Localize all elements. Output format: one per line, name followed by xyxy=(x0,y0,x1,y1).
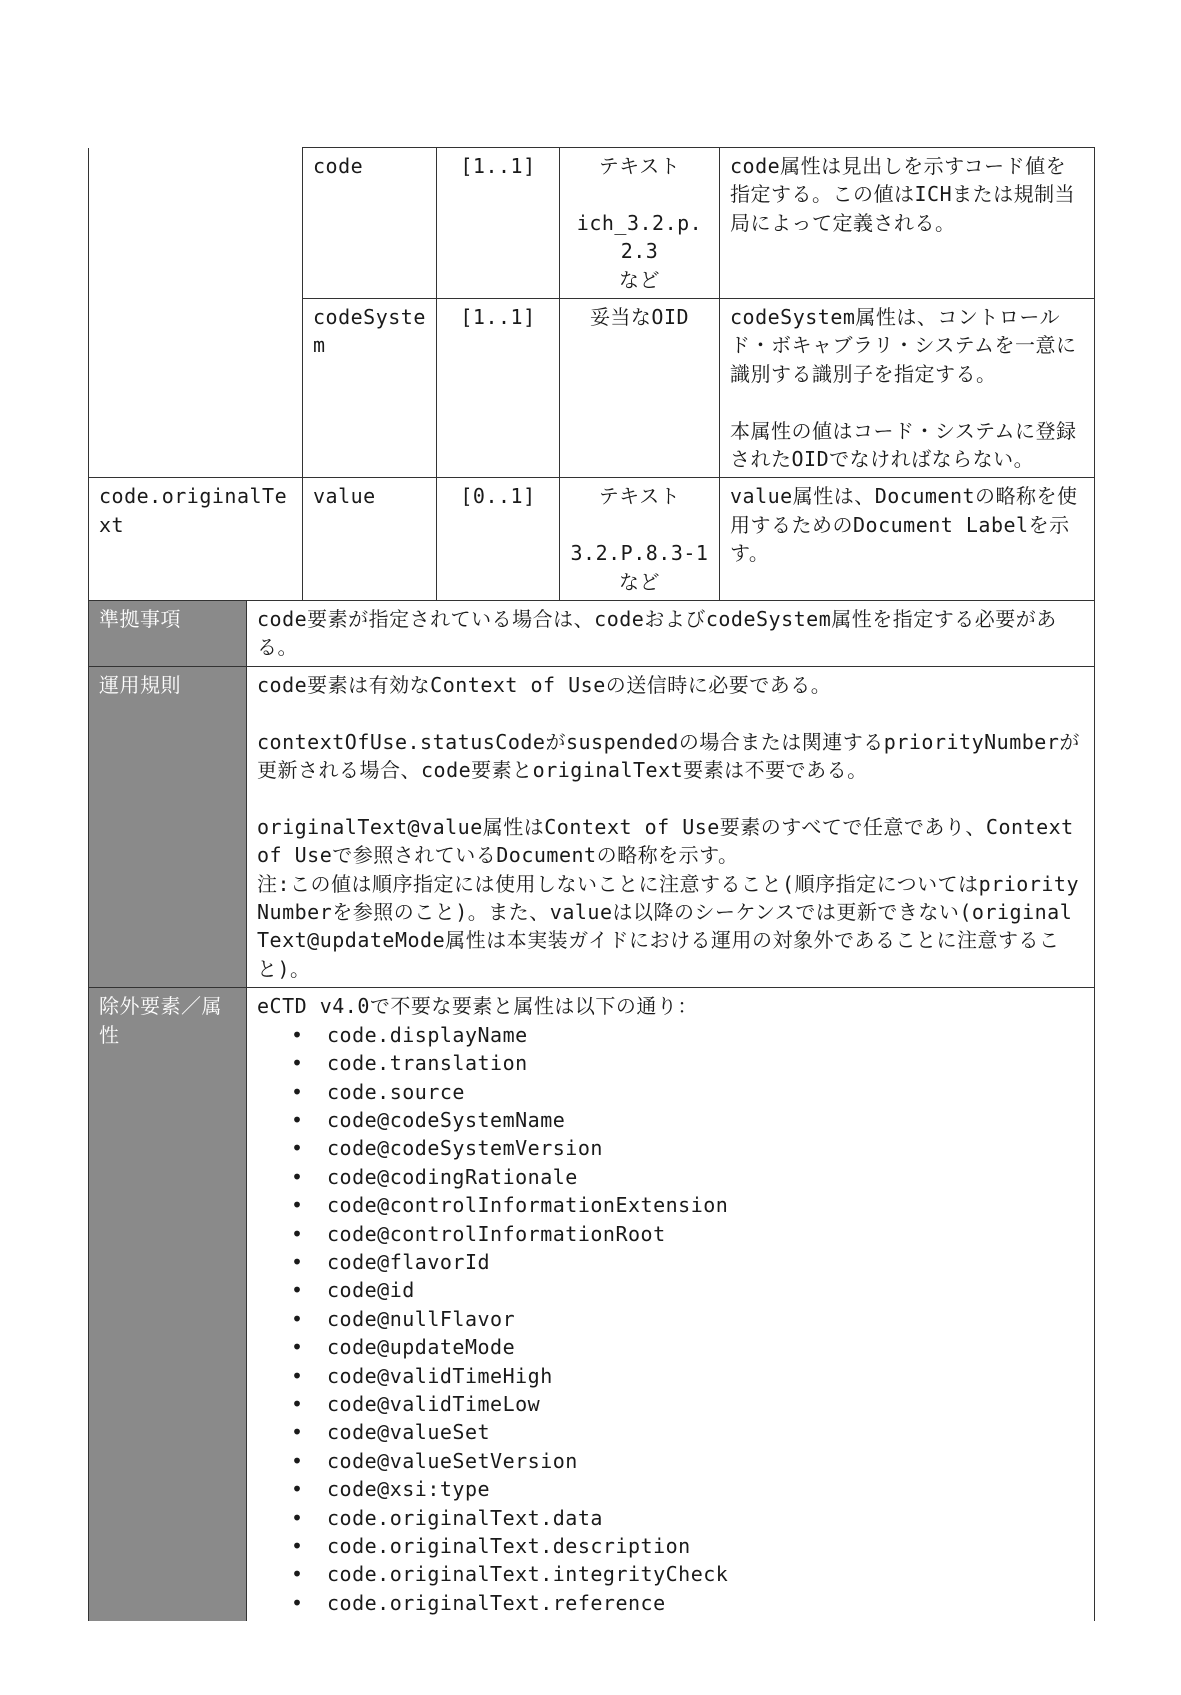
bullet-icon: • xyxy=(291,1448,304,1473)
attribute-name-cell: code xyxy=(303,148,437,299)
bullet-icon: • xyxy=(291,1022,304,1047)
bullet-icon: • xyxy=(291,1107,304,1132)
excluded-item xyxy=(291,1362,1084,1390)
value-cell xyxy=(560,148,720,299)
description-cell xyxy=(720,478,1095,601)
bullet-icon: • xyxy=(291,1363,304,1388)
excluded-item xyxy=(291,1560,1084,1588)
attribute-row xyxy=(89,299,1095,478)
attribute-row xyxy=(89,148,1095,299)
excluded-item xyxy=(291,1276,1084,1304)
excluded-item-text: code@valueSetVersion xyxy=(327,1448,578,1473)
excluded-list xyxy=(257,1021,1084,1618)
excluded-item-text: code@codingRationale xyxy=(327,1164,578,1189)
excluded-item-text: code@validTimeHigh xyxy=(327,1363,553,1388)
element-name-cell xyxy=(89,148,303,299)
bullet-icon: • xyxy=(291,1249,304,1274)
excluded-item xyxy=(291,1418,1084,1446)
spec-document-page xyxy=(88,147,1094,1621)
value-cell xyxy=(560,478,720,601)
description-line: codeSystem属性は、コントロールド・ボキャブラリ・システムを一意に識別する識別子を指定する。 xyxy=(730,305,1077,386)
description-line: value属性は、Documentの略称を使用するためのDocument Labelを示す。 xyxy=(730,484,1078,566)
excluded-item xyxy=(291,1049,1084,1077)
rules-paragraph-3: originalText@value属性はContext of Use要素のすべてで任意であり、Context of Useで参照されているDocumentの略称を示す。 xyxy=(257,814,1074,868)
excluded-item xyxy=(291,1305,1084,1333)
excluded-item xyxy=(291,1532,1084,1560)
description-line: code属性は見出しを示すコード値を指定する。この値はICHまたは規制当局によって定義される。 xyxy=(730,154,1076,235)
excluded-item-text: code.translation xyxy=(327,1051,528,1076)
bullet-icon: • xyxy=(291,1193,304,1218)
value-line: など xyxy=(619,569,660,594)
value-line: など xyxy=(619,267,660,292)
bullet-icon: • xyxy=(291,1136,304,1161)
excluded-row xyxy=(89,988,1095,1621)
value-line: 3.2.P.8.3-1 xyxy=(570,541,709,566)
excluded-item xyxy=(291,1134,1084,1162)
excluded-item-text: code@codeSystemName xyxy=(327,1107,566,1132)
excluded-item-text: code@valueSet xyxy=(327,1420,491,1445)
excluded-item xyxy=(291,1078,1084,1106)
excluded-item xyxy=(291,1021,1084,1049)
excluded-item-text: code.originalText.data xyxy=(327,1505,603,1530)
bullet-icon: • xyxy=(291,1221,304,1246)
excluded-item-text: code@id xyxy=(327,1278,415,1303)
bullet-icon: • xyxy=(291,1477,304,1502)
bullet-icon: • xyxy=(291,1391,304,1416)
excluded-cell xyxy=(247,988,1095,1621)
cardinality-cell: [0..1] xyxy=(437,478,560,601)
excluded-item xyxy=(291,1390,1084,1418)
attribute-name-cell: codeSystem xyxy=(303,299,437,478)
excluded-item-text: code.originalText.integrityCheck xyxy=(327,1562,729,1587)
excluded-item xyxy=(291,1248,1084,1276)
bullet-icon: • xyxy=(291,1505,304,1530)
bullet-icon: • xyxy=(291,1335,304,1360)
excluded-item-text: code@controlInformationRoot xyxy=(327,1221,666,1246)
description-line xyxy=(730,388,1084,416)
bullet-icon: • xyxy=(291,1534,304,1559)
excluded-item xyxy=(291,1333,1084,1361)
rules-label: 運用規則 xyxy=(89,666,247,987)
excluded-item xyxy=(291,1447,1084,1475)
excluded-item-text: code@updateMode xyxy=(327,1335,516,1360)
conformance-label: 準拠事項 xyxy=(89,601,247,667)
attribute-name-cell: value xyxy=(303,478,437,601)
value-line: 妥当なOID xyxy=(589,305,690,330)
excluded-item xyxy=(291,1220,1084,1248)
excluded-item-text: code.originalText.description xyxy=(327,1534,691,1559)
excluded-item xyxy=(291,1504,1084,1532)
bullet-icon: • xyxy=(291,1562,304,1587)
excluded-item-text: code@validTimeLow xyxy=(327,1391,541,1416)
description-line: 本属性の値はコード・システムに登録されたOIDでなければならない。 xyxy=(730,418,1077,472)
rules-paragraph-1: code要素は有効なContext of Useの送信時に必要である。 xyxy=(257,672,832,697)
bullet-icon: • xyxy=(291,1590,304,1615)
description-cell xyxy=(720,148,1095,299)
excluded-item xyxy=(291,1475,1084,1503)
attribute-rows xyxy=(89,148,1095,601)
rules-paragraph-2: contextOfUse.statusCodeがsuspendedの場合または関連するpriorityNumberが更新される場合、code要素とoriginalText要素は不要である。 xyxy=(257,729,1080,783)
excluded-item-text: code.displayName xyxy=(327,1022,528,1047)
value-line xyxy=(570,180,709,208)
attribute-row xyxy=(89,478,1095,601)
bullet-icon: • xyxy=(291,1079,304,1104)
description-cell xyxy=(720,299,1095,478)
bullet-icon: • xyxy=(291,1164,304,1189)
element-name-cell: code.originalText xyxy=(89,478,303,601)
rules-row xyxy=(89,666,1095,987)
excluded-item-text: code@xsi:type xyxy=(327,1477,491,1502)
conformance-row xyxy=(89,601,1095,667)
value-cell xyxy=(560,299,720,478)
excluded-item-text: code.source xyxy=(327,1079,465,1104)
rules-note: 注:この値は順序指定には使用しないことに注意すること(順序指定についてはpriorityNumberを参照のこと)。また、valueは以降のシーケンスでは更新できない(originalText@updateMode属性は本実装ガイドにおける運用の対象外であることに注意すること)。 xyxy=(257,871,1080,981)
cardinality-cell: [1..1] xyxy=(437,148,560,299)
conformance-text: code要素が指定されている場合は、codeおよびcodeSystem属性を指定する必要がある。 xyxy=(247,601,1095,667)
spec-table xyxy=(88,147,1095,1621)
excluded-label: 除外要素／属性 xyxy=(89,988,247,1621)
bullet-icon: • xyxy=(291,1278,304,1303)
cardinality-cell: [1..1] xyxy=(437,299,560,478)
bullet-icon: • xyxy=(291,1051,304,1076)
excluded-item xyxy=(291,1163,1084,1191)
excluded-item xyxy=(291,1191,1084,1219)
value-line: ich_3.2.p.2.3 xyxy=(576,210,703,264)
value-line: テキスト xyxy=(598,484,681,509)
excluded-item xyxy=(291,1106,1084,1134)
element-name-cell xyxy=(89,299,303,478)
rules-cell xyxy=(247,666,1095,987)
value-line: テキスト xyxy=(598,154,681,178)
value-line xyxy=(570,511,709,539)
bullet-icon: • xyxy=(291,1306,304,1331)
excluded-item xyxy=(291,1589,1084,1617)
excluded-item-text: code@codeSystemVersion xyxy=(327,1136,603,1161)
excluded-item-text: code.originalText.reference xyxy=(327,1590,666,1615)
excluded-item-text: code@controlInformationExtension xyxy=(327,1193,729,1218)
bullet-icon: • xyxy=(291,1420,304,1445)
excluded-intro: eCTD v4.0で不要な要素と属性は以下の通り： xyxy=(257,994,698,1019)
excluded-item-text: code@flavorId xyxy=(327,1249,491,1274)
excluded-item-text: code@nullFlavor xyxy=(327,1306,516,1331)
